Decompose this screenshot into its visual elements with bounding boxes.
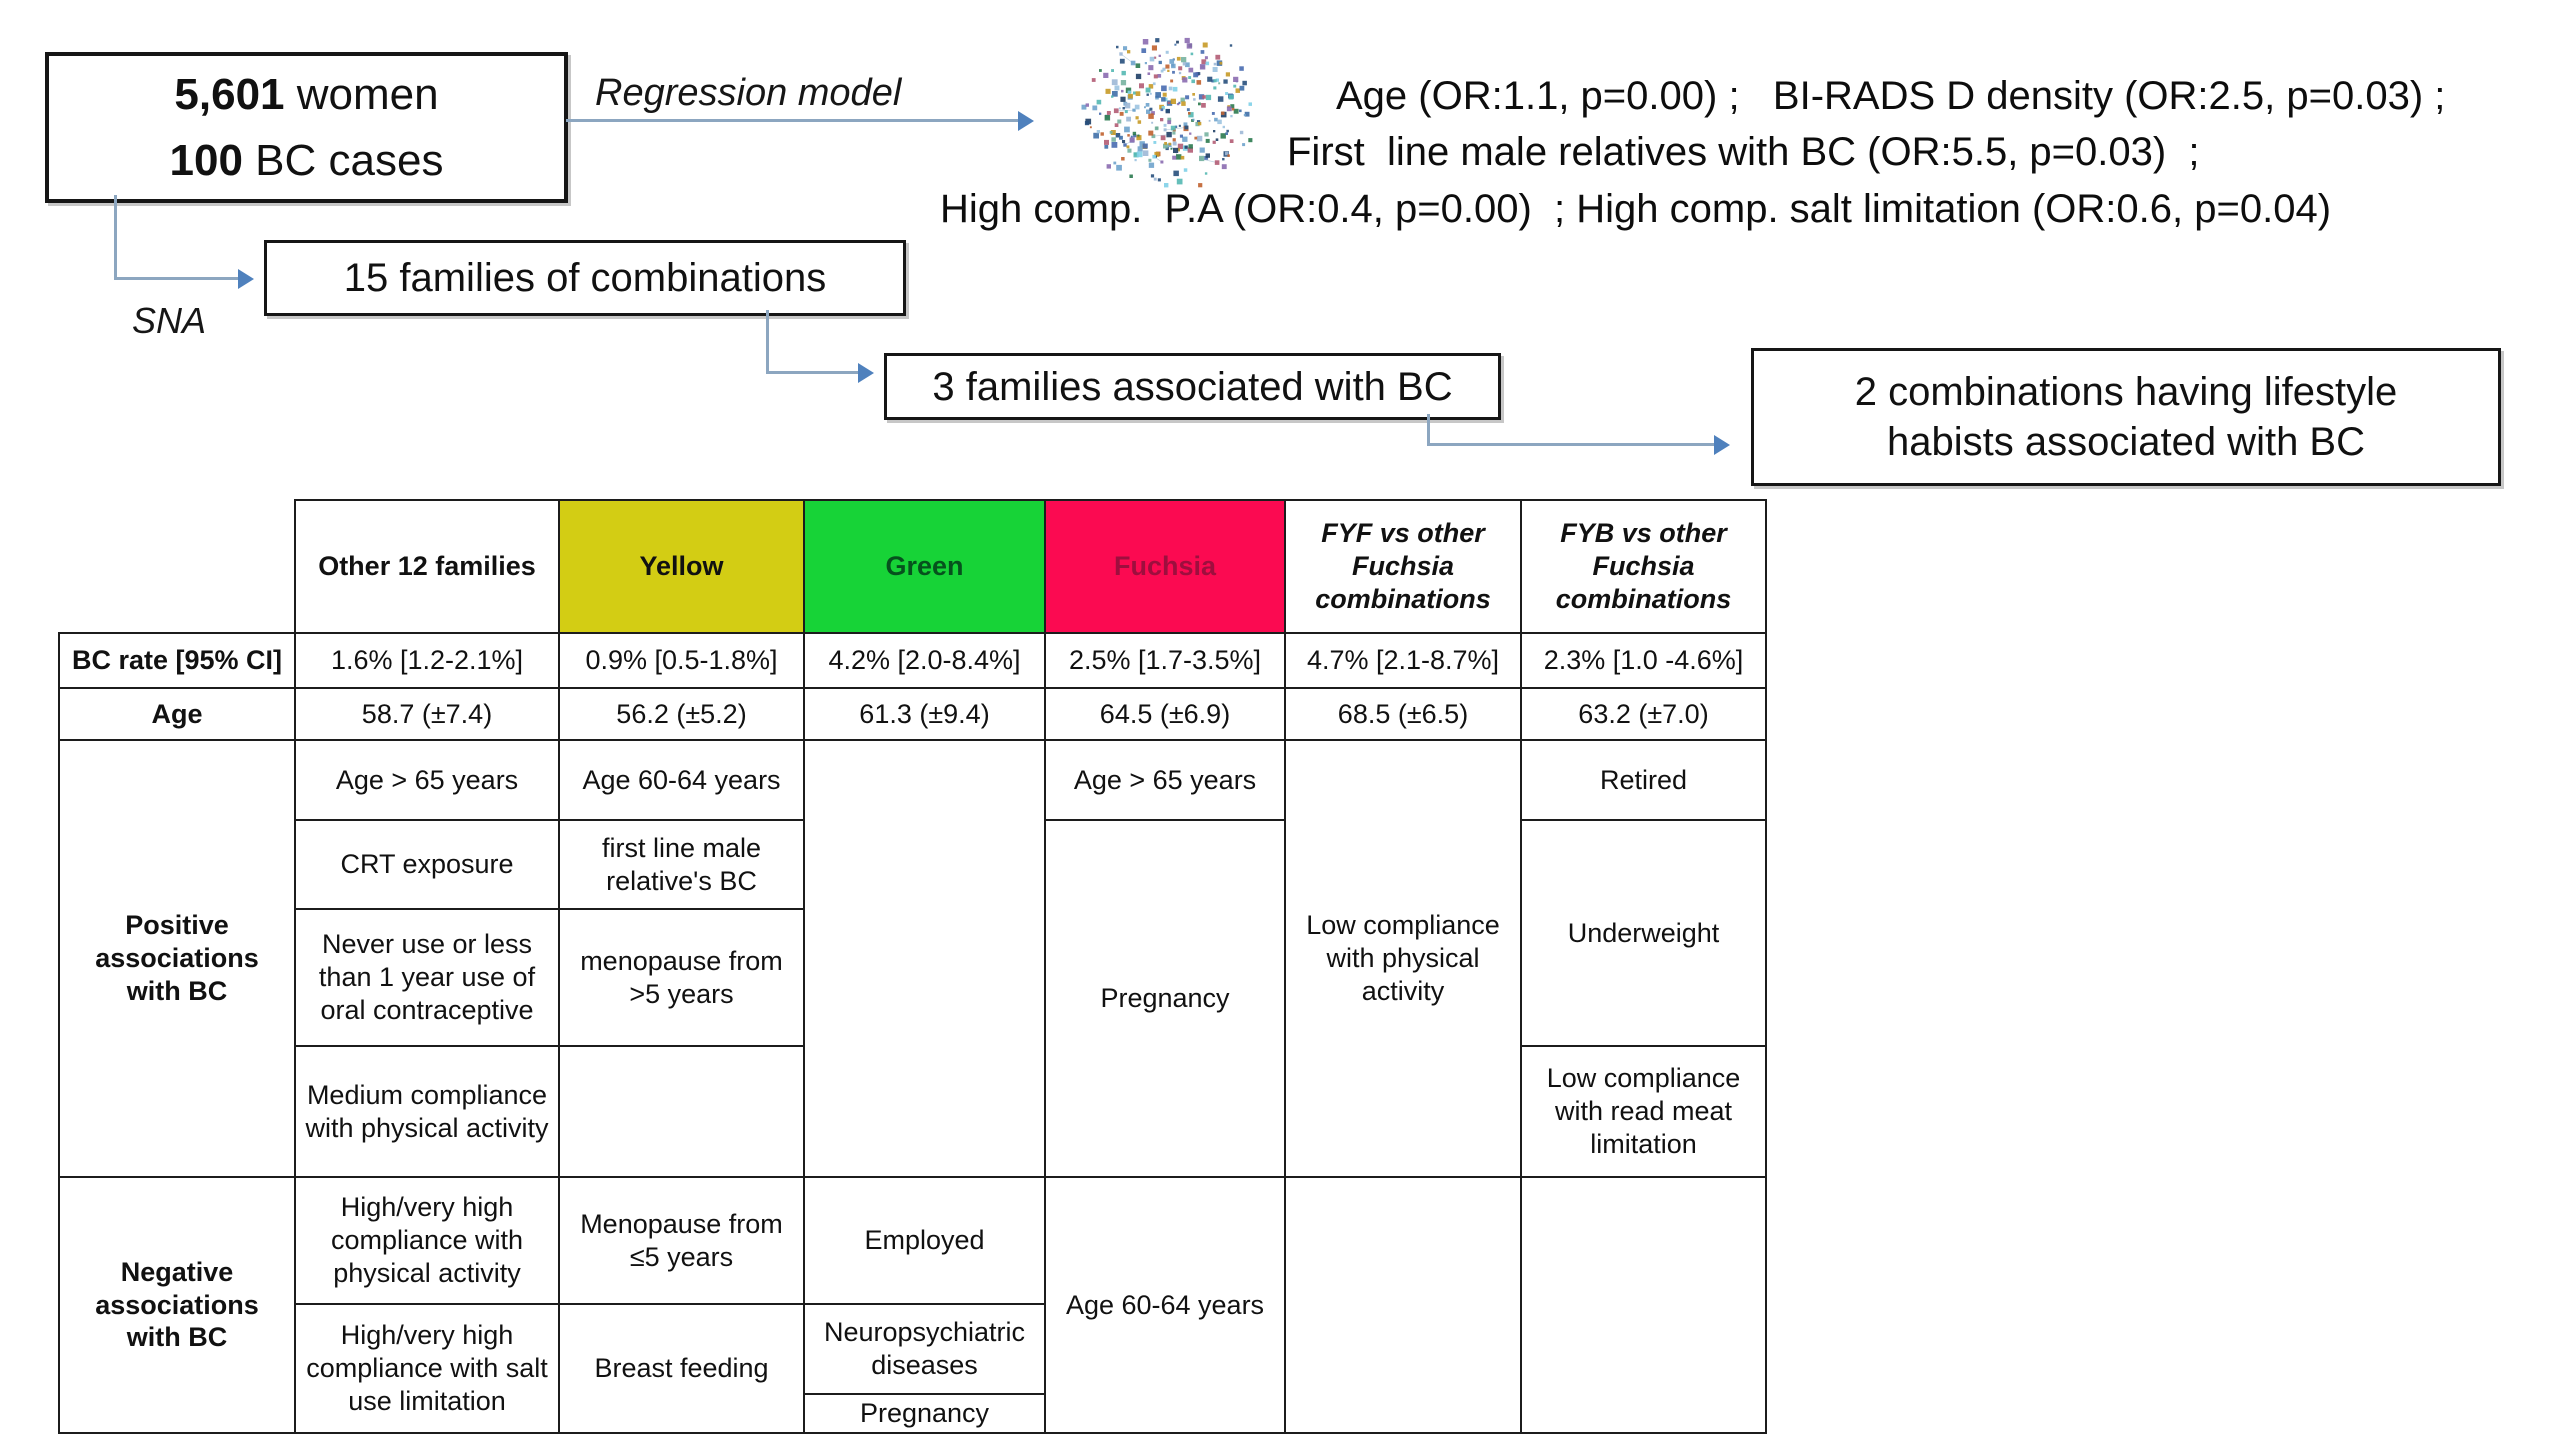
bc-rate-fuchsia: 2.5% [1.7-3.5%] — [1045, 633, 1285, 688]
header-blank-cell — [59, 500, 295, 633]
bc-rate-row — [59, 633, 1766, 688]
age-row — [59, 688, 1766, 740]
connector-sna-vertical — [114, 195, 117, 280]
bc-rate-fyf: 4.7% [2.1-8.7%] — [1285, 633, 1521, 688]
combinations-box-line1: 2 combinations having lifestyle — [1854, 370, 2398, 414]
connector-combo-vertical — [1427, 414, 1430, 446]
families-box-text: 15 families of combinations — [343, 256, 827, 300]
positive-yellow-4 — [559, 1046, 804, 1177]
network-graph-image — [1080, 36, 1256, 188]
positive-yellow-1: Age 60-64 years — [559, 740, 804, 820]
positive-green — [804, 740, 1045, 1177]
age-fyf: 68.5 (±6.5) — [1285, 688, 1521, 740]
population-box — [45, 52, 568, 203]
positive-fuchsia-1: Age > 65 years — [1045, 740, 1285, 820]
header-yellow: Yellow — [559, 500, 804, 633]
positive-fyb-2: Underweight — [1521, 820, 1766, 1046]
bc-rate-fyb: 2.3% [1.0 -4.6%] — [1521, 633, 1766, 688]
table-header-row — [59, 500, 1766, 633]
combinations-box-line2: habists associated with BC — [1886, 420, 2365, 464]
positive-fyb-4: Low compliance with read meat limitation — [1521, 1046, 1766, 1177]
connector-sna-horizontal — [114, 277, 240, 280]
regression-result-line-1: Age (OR:1.1, p=0.00) ; BI-RADS D density (OR:2.5, p=0.03) ; — [1336, 74, 2446, 118]
associations-table — [58, 499, 1767, 1434]
arrowhead-families-icon — [858, 363, 874, 383]
header-fyf: FYF vs other Fuchsia combinations — [1285, 500, 1521, 633]
sna-label: SNA — [132, 300, 207, 341]
age-yellow: 56.2 (±5.2) — [559, 688, 804, 740]
population-bc-line: 100 BC cases — [169, 135, 444, 185]
connector-combo-horizontal — [1427, 443, 1717, 446]
negative-green-3: Pregnancy — [804, 1394, 1045, 1433]
associated-families-text: 3 families associated with BC — [932, 364, 1453, 409]
positive-other12-4: Medium compliance with physical activity — [295, 1046, 559, 1177]
regression-result-line-2: First line male relatives with BC (OR:5.5, p=0.03) ; — [1287, 130, 2200, 174]
bc-rate-green: 4.2% [2.0-8.4%] — [804, 633, 1045, 688]
negative-other12-2: High/very high compliance with salt use limitation — [295, 1304, 559, 1433]
negative-other12-1: High/very high compliance with physical activity — [295, 1177, 559, 1304]
regression-result-line-3: High comp. P.A (OR:0.4, p=0.00) ; High comp. salt limitation (OR:0.6, p=0.04) — [940, 187, 2332, 231]
arrowhead-combo-icon — [1714, 435, 1730, 455]
positive-row-1 — [59, 740, 1766, 820]
negative-green-1: Employed — [804, 1177, 1045, 1304]
header-other12: Other 12 families — [295, 500, 559, 633]
age-other12: 58.7 (±7.4) — [295, 688, 559, 740]
positive-other12-3: Never use or less than 1 year use of oral contraceptive — [295, 909, 559, 1046]
bc-rate-label: BC rate [95% CI] — [59, 633, 295, 688]
associated-families-box — [884, 353, 1501, 420]
positive-yellow-3: menopause from >5 years — [559, 909, 804, 1046]
connector-families-vertical — [766, 310, 769, 374]
negative-yellow-2: Breast feeding — [559, 1304, 804, 1433]
families-box — [264, 240, 906, 316]
header-fuchsia: Fuchsia — [1045, 500, 1285, 633]
negative-green-2: Neuropsychiatric diseases — [804, 1304, 1045, 1394]
age-fyb: 63.2 (±7.0) — [1521, 688, 1766, 740]
header-green: Green — [804, 500, 1045, 633]
regression-model-label: Regression model — [595, 72, 902, 114]
positive-other12-2: CRT exposure — [295, 820, 559, 909]
negative-fyf — [1285, 1177, 1521, 1433]
positive-yellow-2: first line male relative's BC — [559, 820, 804, 909]
negative-row-1 — [59, 1177, 1766, 1304]
positive-fyb-1: Retired — [1521, 740, 1766, 820]
negative-fuchsia: Age 60-64 years — [1045, 1177, 1285, 1433]
bc-rate-other12: 1.6% [1.2-2.1%] — [295, 633, 559, 688]
negative-section-label: Negative associations with BC — [59, 1177, 295, 1433]
age-fuchsia: 64.5 (±6.9) — [1045, 688, 1285, 740]
arrowhead-regression-icon — [1018, 111, 1034, 131]
arrowhead-sna-icon — [238, 269, 254, 289]
age-green: 61.3 (±9.4) — [804, 688, 1045, 740]
combinations-box — [1751, 348, 2501, 486]
arrow-line-regression — [566, 119, 1018, 122]
positive-section-label: Positive associations with BC — [59, 740, 295, 1177]
negative-fyb — [1521, 1177, 1766, 1433]
positive-other12-1: Age > 65 years — [295, 740, 559, 820]
population-women-line: 5,601 women — [174, 69, 439, 119]
negative-yellow-1: Menopause from ≤5 years — [559, 1177, 804, 1304]
positive-fyf: Low compliance with physical activity — [1285, 740, 1521, 1177]
age-label: Age — [59, 688, 295, 740]
header-fyb: FYB vs other Fuchsia combinations — [1521, 500, 1766, 633]
positive-fuchsia-2: Pregnancy — [1045, 820, 1285, 1177]
connector-families-horizontal — [766, 371, 860, 374]
bc-rate-yellow: 0.9% [0.5-1.8%] — [559, 633, 804, 688]
